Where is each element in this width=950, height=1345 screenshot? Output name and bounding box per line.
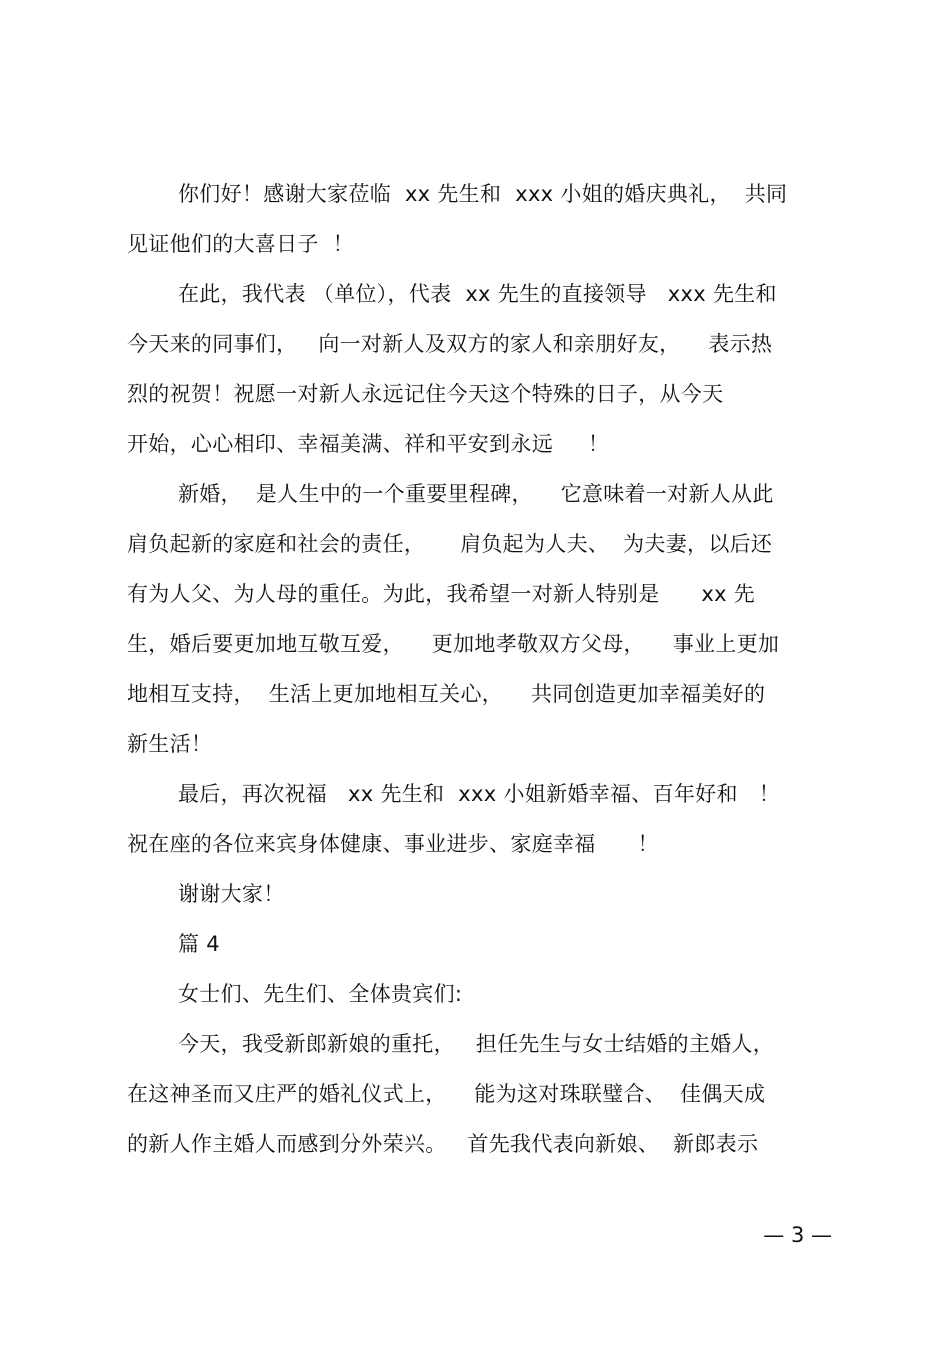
paragraph-line: 见证他们的大喜日子 ！ bbox=[127, 232, 354, 256]
salutation-line: 女士们、先生们、全体贵宾们: bbox=[178, 982, 463, 1006]
paragraph-line: 在这神圣而又庄严的婚礼仪式上， 能为这对珠联璧合、 佳偶天成 bbox=[127, 1082, 766, 1106]
paragraph-line: 在此，我代表 （单位），代表 xx 先生的直接领导 xxx 先生和 bbox=[178, 282, 777, 306]
paragraph-line: 最后，再次祝福 xx 先生和 xxx 小姐新婚幸福、百年好和 ！ bbox=[178, 782, 780, 806]
paragraph-line: 开始，心心相印、幸福美满、祥和平安到永远 ！ bbox=[127, 432, 610, 456]
paragraph-line: 地相互支持， 生活上更加地相互关心， 共同创造更加幸福美好的 bbox=[127, 682, 766, 706]
page-number: — 3 — bbox=[763, 1223, 832, 1247]
paragraph-line: 新婚， 是人生中的一个重要里程碑， 它意味着一对新人从此 bbox=[178, 482, 774, 506]
paragraph-line: 你们好！感谢大家莅临 xx 先生和 xxx 小姐的婚庆典礼， 共同 bbox=[178, 182, 788, 206]
paragraph-line: 有为人父、为人母的重任。为此，我希望一对新人特别是 xx 先 bbox=[127, 582, 756, 606]
paragraph-line: 烈的祝贺！祝愿一对新人永远记住今天这个特殊的日子，从今天 bbox=[127, 382, 724, 406]
paragraph-line: 肩负起新的家庭和社会的责任， 肩负起为人夫、 为夫妻，以后还 bbox=[127, 532, 773, 556]
section-heading: 篇 4 bbox=[178, 932, 220, 956]
closing-line: 谢谢大家！ bbox=[178, 882, 285, 906]
paragraph-line: 今天来的同事们， 向一对新人及双方的家人和亲朋好友， 表示热 bbox=[127, 332, 773, 356]
paragraph-line: 祝在座的各位来宾身体健康、事业进步、家庭幸福 ！ bbox=[127, 832, 659, 856]
paragraph-line: 今天，我受新郎新娘的重托， 担任先生与女士结婚的主婚人， bbox=[178, 1032, 775, 1056]
paragraph-line: 的新人作主婚人而感到分外荣兴。 首先我代表向新娘、 新郎表示 bbox=[127, 1132, 759, 1156]
paragraph-line: 生，婚后要更加地互敬互爱， 更加地孝敬双方父母， 事业上更加 bbox=[127, 632, 780, 656]
paragraph-line: 新生活！ bbox=[127, 732, 213, 756]
